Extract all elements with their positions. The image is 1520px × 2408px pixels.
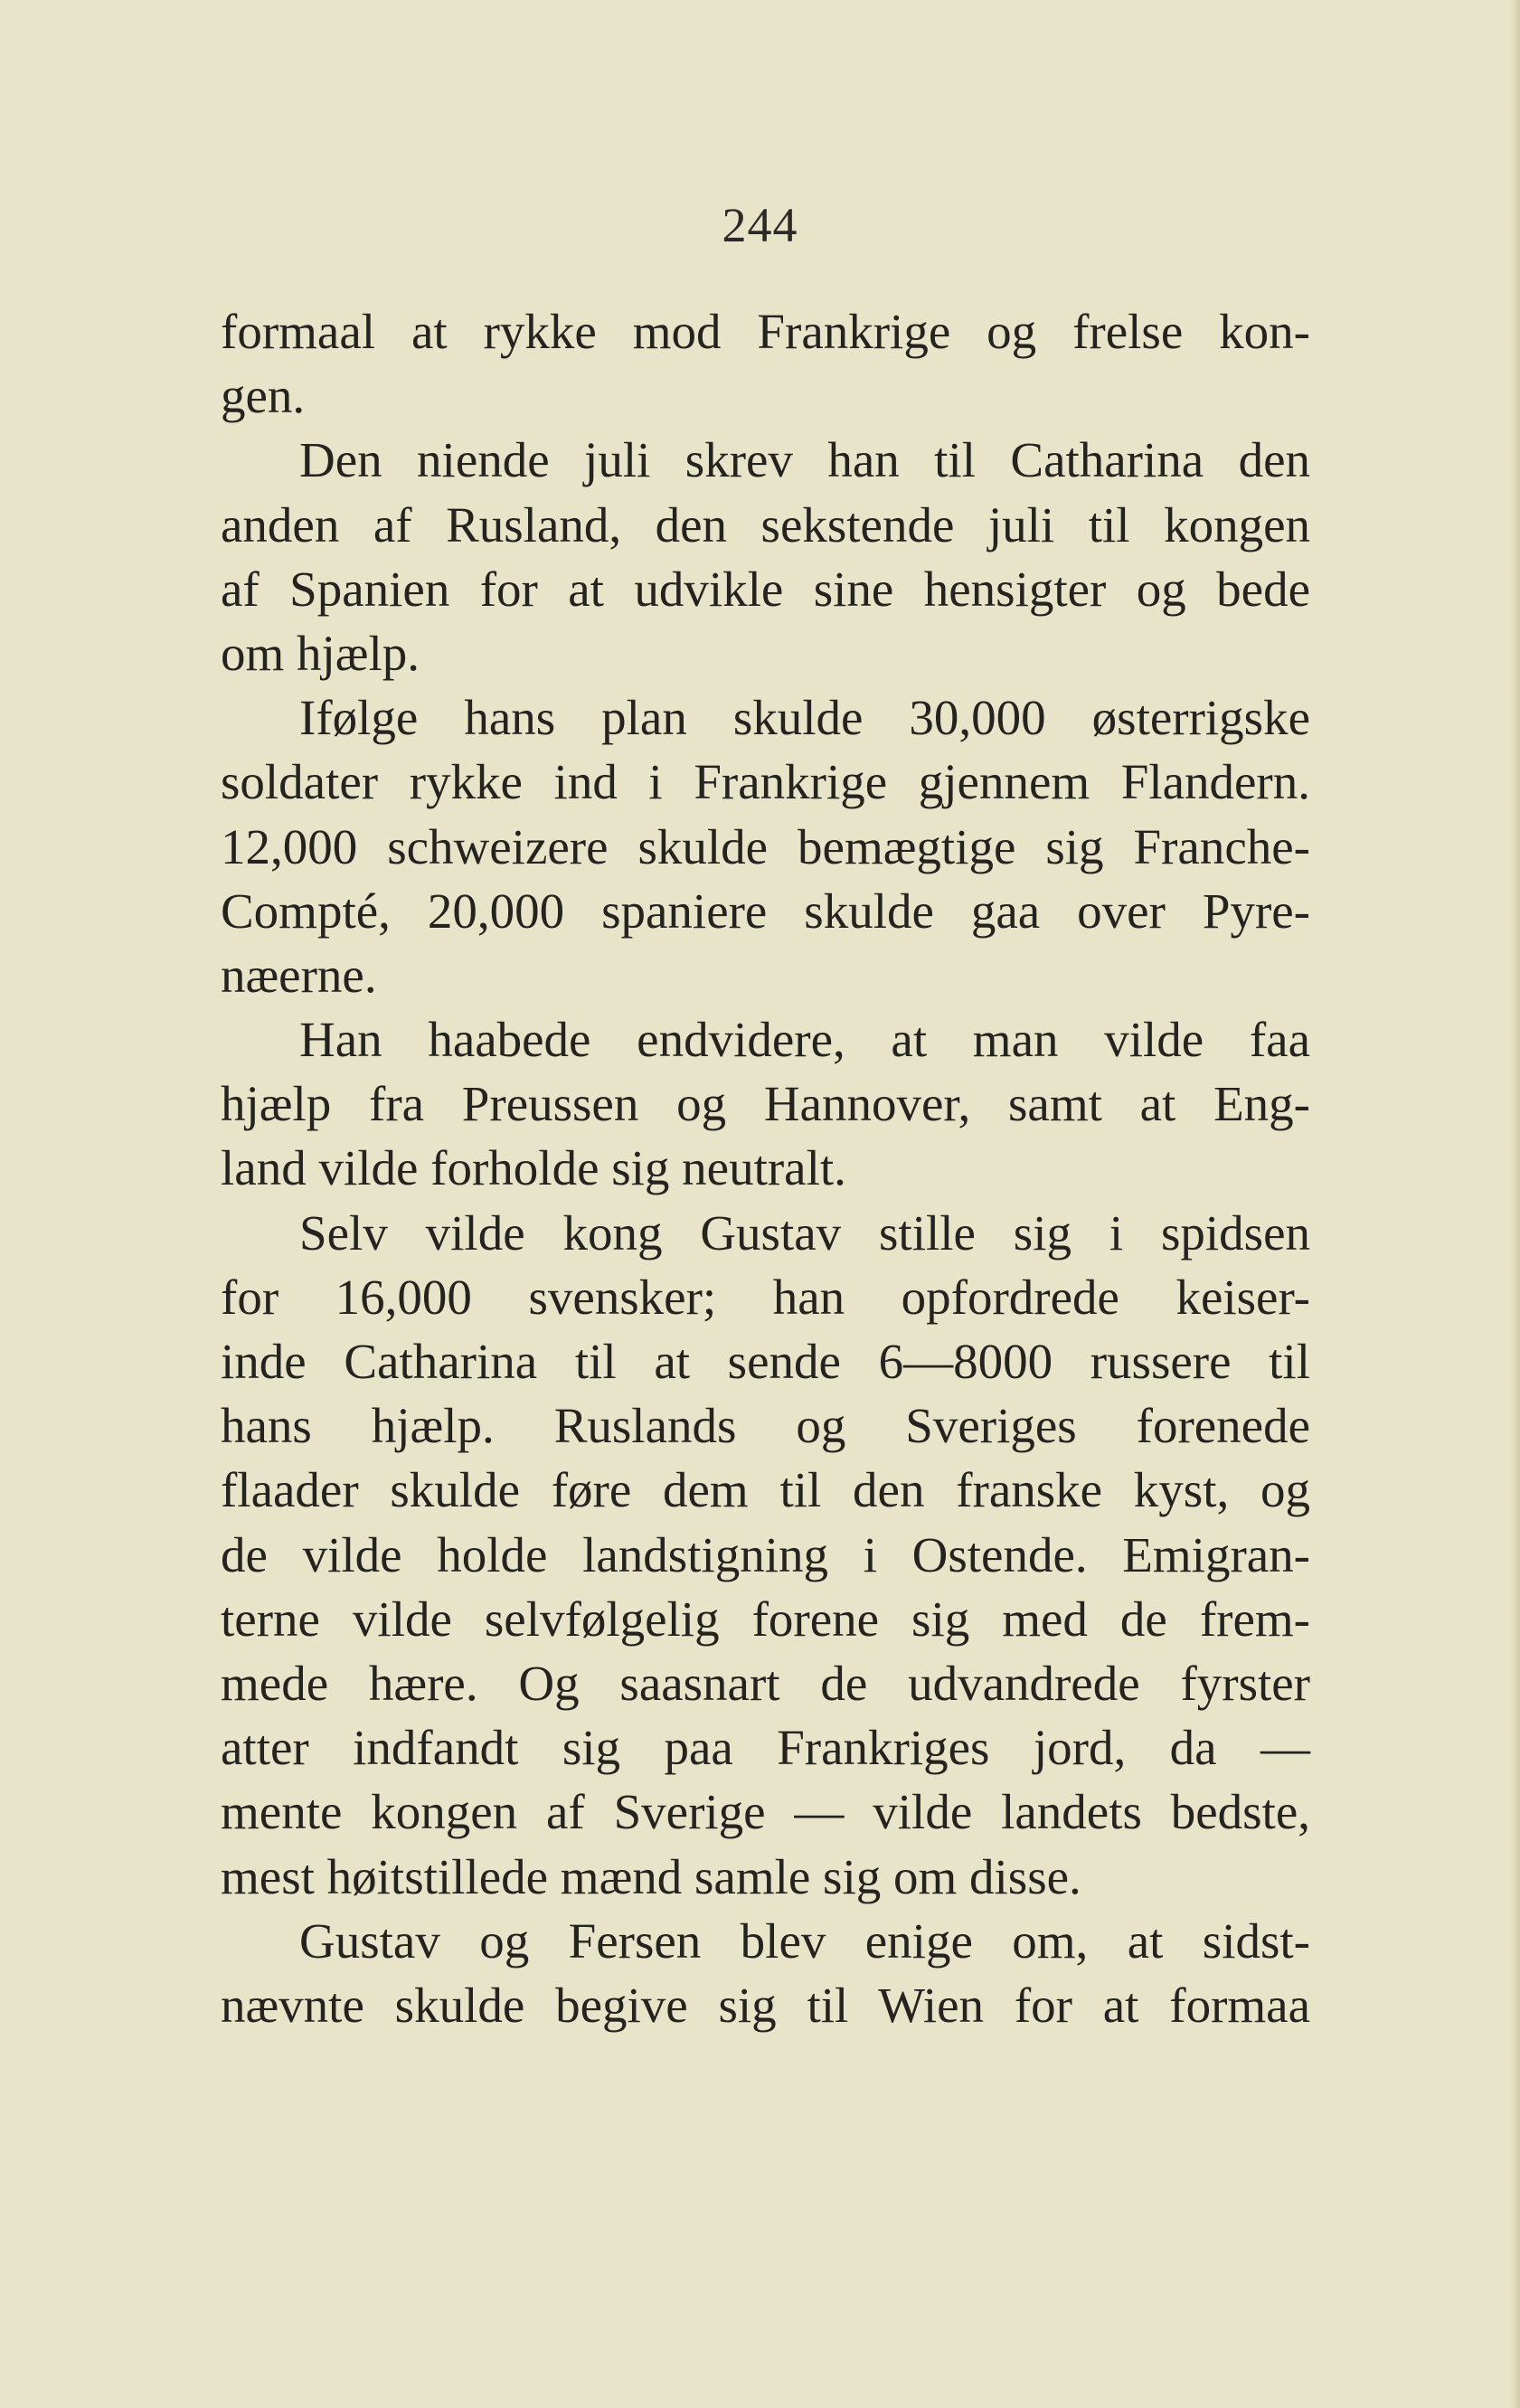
page-edge: [1511, 0, 1520, 2408]
text-line: Han haabede endvidere, at man vilde faa: [299, 1012, 1310, 1068]
text-line: atter indfandt sig paa Frankriges jord, da —: [221, 1720, 1310, 1776]
text-line: gen.: [221, 368, 306, 424]
text-line: mente kongen af Sverige — vilde landets bedste,: [221, 1784, 1310, 1840]
text-line: formaal at rykke mod Frankrige og frelse kon-: [221, 304, 1310, 359]
text-line: Den niende juli skrev han til Catharina den: [299, 432, 1310, 488]
text-line: Compté, 20,000 spaniere skulde gaa over Pyre-: [221, 883, 1310, 939]
text-line: 12,000 schweizere skulde bemægtige sig Franche-: [221, 818, 1310, 874]
text-line: flaader skulde føre dem til den franske kyst, og: [221, 1462, 1310, 1518]
text-line: næerne.: [221, 947, 377, 1003]
body-text: [221, 299, 1310, 2037]
text-line: terne vilde selvfølgelig forene sig med de frem-: [221, 1591, 1310, 1647]
text-line: af Spanien for at udvikle sine hensigter og bede: [221, 561, 1310, 617]
text-line: hjælp fra Preussen og Hannover, samt at Eng-: [221, 1076, 1310, 1132]
text-line: inde Catharina til at sende 6—8000 russere til: [221, 1334, 1310, 1389]
text-line: Ifølge hans plan skulde 30,000 østerrigske: [299, 690, 1310, 746]
text-line: de vilde holde landstigning i Ostende. Emigran-: [221, 1526, 1310, 1582]
text-line: for 16,000 svensker; han opfordrede keiser-: [221, 1269, 1310, 1325]
text-line: Gustav og Fersen blev enige om, at sidst-: [299, 1912, 1310, 1969]
text-line: mede hære. Og saasnart de udvandrede fyrster: [221, 1655, 1310, 1711]
text-line: soldater rykke ind i Frankrige gjennem Flandern.: [221, 754, 1310, 810]
text-line: mest høitstillede mænd samle sig om disse.: [221, 1848, 1081, 1904]
text-line: anden af Rusland, den sekstende juli til kongen: [221, 496, 1310, 552]
text-line: om hjælp.: [221, 625, 420, 681]
text-line: nævnte skulde begive sig til Wien for at formaa: [221, 1977, 1310, 2033]
page-number: 244: [722, 198, 798, 252]
text-line: Selv vilde kong Gustav stille sig i spidsen: [299, 1204, 1310, 1261]
text-line: hans hjælp. Ruslands og Sveriges forenede: [221, 1398, 1310, 1454]
text-line: land vilde forholde sig neutralt.: [221, 1140, 846, 1196]
